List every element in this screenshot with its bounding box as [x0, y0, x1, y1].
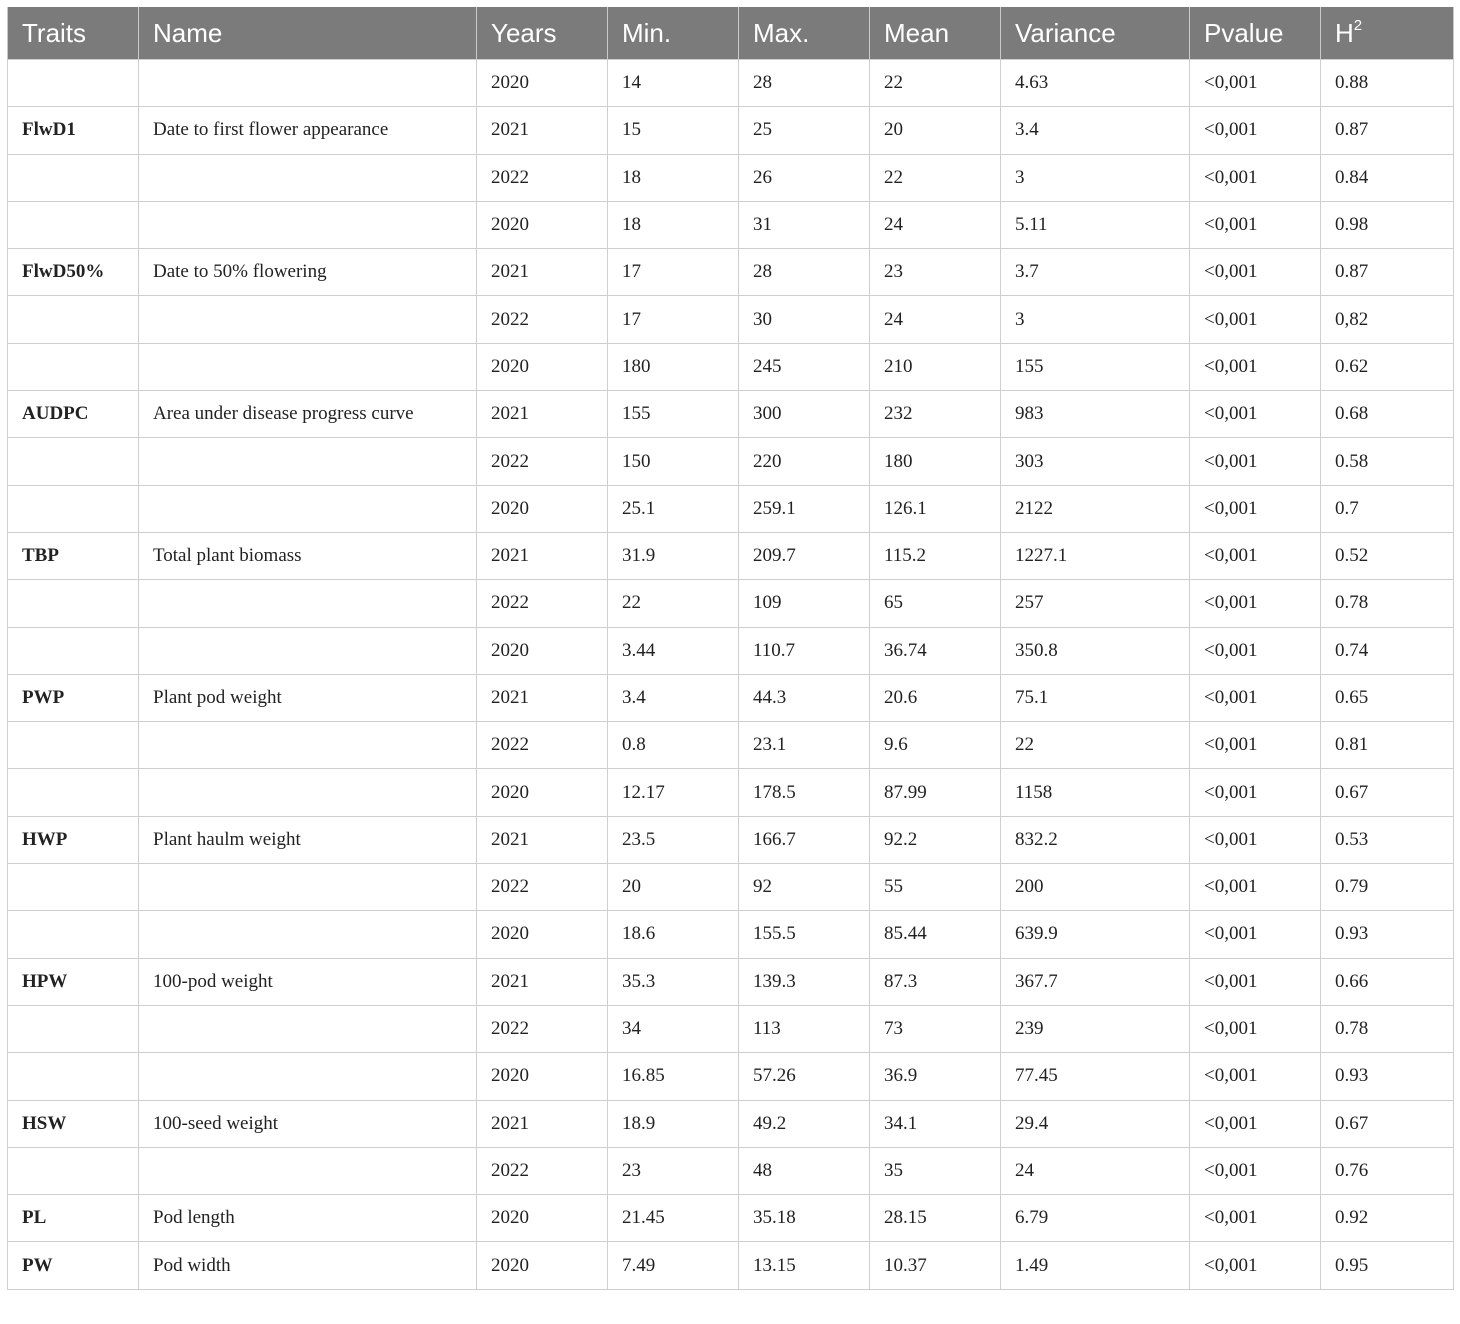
variance-cell: 22 [1001, 722, 1190, 769]
h2-cell: 0.93 [1321, 1053, 1454, 1100]
name-cell: Plant pod weight [139, 674, 477, 721]
table-header [8, 7, 1454, 60]
name-cell [139, 911, 477, 958]
min-cell: 22 [608, 580, 739, 627]
variance-cell: 155 [1001, 343, 1190, 390]
table-row [8, 722, 1454, 769]
h2-cell: 0.87 [1321, 107, 1454, 154]
table-row [8, 154, 1454, 201]
pvalue-cell: <0,001 [1190, 296, 1321, 343]
name-cell [139, 438, 477, 485]
min-cell: 17 [608, 296, 739, 343]
min-cell: 23.5 [608, 816, 739, 863]
traits-cell [8, 201, 139, 248]
traits-cell: PW [8, 1242, 139, 1289]
traits-cell [8, 1053, 139, 1100]
pvalue-cell: <0,001 [1190, 816, 1321, 863]
years-cell: 2020 [477, 60, 608, 107]
variance-cell: 24 [1001, 1147, 1190, 1194]
name-cell: 100-seed weight [139, 1100, 477, 1147]
table-row [8, 60, 1454, 107]
min-cell: 31.9 [608, 532, 739, 579]
years-cell: 2022 [477, 864, 608, 911]
variance-cell: 3 [1001, 296, 1190, 343]
h2-cell: 0.67 [1321, 769, 1454, 816]
traits-cell [8, 580, 139, 627]
max-cell: 57.26 [739, 1053, 870, 1100]
variance-cell: 2122 [1001, 485, 1190, 532]
pvalue-cell: <0,001 [1190, 580, 1321, 627]
pvalue-cell: <0,001 [1190, 1100, 1321, 1147]
h2-cell: 0.88 [1321, 60, 1454, 107]
years-cell: 2021 [477, 391, 608, 438]
years-cell: 2020 [477, 1053, 608, 1100]
min-cell: 18.9 [608, 1100, 739, 1147]
pvalue-cell: <0,001 [1190, 864, 1321, 911]
table-row [8, 864, 1454, 911]
traits-cell: TBP [8, 532, 139, 579]
name-cell [139, 201, 477, 248]
traits-cell: FlwD1 [8, 107, 139, 154]
mean-cell: 73 [870, 1005, 1001, 1052]
pvalue-cell: <0,001 [1190, 201, 1321, 248]
table-row [8, 296, 1454, 343]
min-cell: 3.44 [608, 627, 739, 674]
header-variance: Variance [1001, 7, 1190, 60]
max-cell: 109 [739, 580, 870, 627]
name-cell [139, 485, 477, 532]
header-max: Max. [739, 7, 870, 60]
mean-cell: 210 [870, 343, 1001, 390]
years-cell: 2020 [477, 1242, 608, 1289]
mean-cell: 28.15 [870, 1195, 1001, 1242]
name-cell: Plant haulm weight [139, 816, 477, 863]
traits-cell: AUDPC [8, 391, 139, 438]
years-cell: 2020 [477, 627, 608, 674]
max-cell: 259.1 [739, 485, 870, 532]
years-cell: 2020 [477, 769, 608, 816]
years-cell: 2020 [477, 201, 608, 248]
max-cell: 26 [739, 154, 870, 201]
years-cell: 2022 [477, 580, 608, 627]
min-cell: 15 [608, 107, 739, 154]
min-cell: 25.1 [608, 485, 739, 532]
variance-cell: 303 [1001, 438, 1190, 485]
min-cell: 12.17 [608, 769, 739, 816]
traits-cell: HPW [8, 958, 139, 1005]
years-cell: 2022 [477, 722, 608, 769]
h2-cell: 0.95 [1321, 1242, 1454, 1289]
years-cell: 2022 [477, 1147, 608, 1194]
name-cell [139, 864, 477, 911]
years-cell: 2022 [477, 1005, 608, 1052]
pvalue-cell: <0,001 [1190, 1053, 1321, 1100]
max-cell: 300 [739, 391, 870, 438]
h2-cell: 0.66 [1321, 958, 1454, 1005]
min-cell: 18 [608, 154, 739, 201]
mean-cell: 20.6 [870, 674, 1001, 721]
years-cell: 2020 [477, 343, 608, 390]
table-row [8, 1100, 1454, 1147]
min-cell: 155 [608, 391, 739, 438]
pvalue-cell: <0,001 [1190, 438, 1321, 485]
max-cell: 25 [739, 107, 870, 154]
max-cell: 44.3 [739, 674, 870, 721]
max-cell: 28 [739, 249, 870, 296]
table-row [8, 438, 1454, 485]
h2-cell: 0.53 [1321, 816, 1454, 863]
mean-cell: 85.44 [870, 911, 1001, 958]
pvalue-cell: <0,001 [1190, 485, 1321, 532]
h2-cell: 0.52 [1321, 532, 1454, 579]
min-cell: 16.85 [608, 1053, 739, 1100]
years-cell: 2021 [477, 532, 608, 579]
years-cell: 2022 [477, 438, 608, 485]
table-row [8, 107, 1454, 154]
mean-cell: 115.2 [870, 532, 1001, 579]
min-cell: 150 [608, 438, 739, 485]
variance-cell: 350.8 [1001, 627, 1190, 674]
max-cell: 178.5 [739, 769, 870, 816]
mean-cell: 10.37 [870, 1242, 1001, 1289]
name-cell: Date to first flower appearance [139, 107, 477, 154]
table-row [8, 958, 1454, 1005]
pvalue-cell: <0,001 [1190, 958, 1321, 1005]
max-cell: 49.2 [739, 1100, 870, 1147]
pvalue-cell: <0,001 [1190, 154, 1321, 201]
mean-cell: 24 [870, 201, 1001, 248]
pvalue-cell: <0,001 [1190, 532, 1321, 579]
table-row [8, 1005, 1454, 1052]
table-row [8, 1147, 1454, 1194]
name-cell: 100-pod weight [139, 958, 477, 1005]
traits-cell: FlwD50% [8, 249, 139, 296]
traits-cell [8, 296, 139, 343]
traits-cell [8, 769, 139, 816]
years-cell: 2020 [477, 911, 608, 958]
h2-cell: 0.78 [1321, 580, 1454, 627]
h2-cell: 0.58 [1321, 438, 1454, 485]
table-row [8, 485, 1454, 532]
variance-cell: 77.45 [1001, 1053, 1190, 1100]
name-cell [139, 1005, 477, 1052]
min-cell: 20 [608, 864, 739, 911]
pvalue-cell: <0,001 [1190, 391, 1321, 438]
table-body [8, 60, 1454, 1290]
h2-cell: 0.79 [1321, 864, 1454, 911]
mean-cell: 232 [870, 391, 1001, 438]
max-cell: 31 [739, 201, 870, 248]
min-cell: 0.8 [608, 722, 739, 769]
table-row [8, 201, 1454, 248]
name-cell [139, 60, 477, 107]
variance-cell: 239 [1001, 1005, 1190, 1052]
header-years: Years [477, 7, 608, 60]
h2-cell: 0.81 [1321, 722, 1454, 769]
years-cell: 2021 [477, 107, 608, 154]
table-row [8, 249, 1454, 296]
name-cell: Pod width [139, 1242, 477, 1289]
variance-cell: 1158 [1001, 769, 1190, 816]
header-min: Min. [608, 7, 739, 60]
min-cell: 7.49 [608, 1242, 739, 1289]
name-cell [139, 580, 477, 627]
h2-cell: 0.68 [1321, 391, 1454, 438]
years-cell: 2021 [477, 674, 608, 721]
min-cell: 23 [608, 1147, 739, 1194]
h2-cell: 0,82 [1321, 296, 1454, 343]
traits-cell: PWP [8, 674, 139, 721]
name-cell: Area under disease progress curve [139, 391, 477, 438]
years-cell: 2021 [477, 816, 608, 863]
header-h-label: H [1335, 17, 1354, 48]
mean-cell: 126.1 [870, 485, 1001, 532]
h2-cell: 0.87 [1321, 249, 1454, 296]
max-cell: 48 [739, 1147, 870, 1194]
table-row [8, 816, 1454, 863]
mean-cell: 22 [870, 60, 1001, 107]
years-cell: 2022 [477, 296, 608, 343]
traits-cell [8, 343, 139, 390]
name-cell [139, 1053, 477, 1100]
traits-cell [8, 1147, 139, 1194]
pvalue-cell: <0,001 [1190, 1242, 1321, 1289]
name-cell [139, 722, 477, 769]
max-cell: 209.7 [739, 532, 870, 579]
header-traits: Traits [8, 7, 139, 60]
min-cell: 3.4 [608, 674, 739, 721]
max-cell: 28 [739, 60, 870, 107]
table-row [8, 1195, 1454, 1242]
name-cell: Total plant biomass [139, 532, 477, 579]
min-cell: 18 [608, 201, 739, 248]
mean-cell: 87.3 [870, 958, 1001, 1005]
mean-cell: 65 [870, 580, 1001, 627]
name-cell [139, 1147, 477, 1194]
traits-cell: PL [8, 1195, 139, 1242]
min-cell: 17 [608, 249, 739, 296]
years-cell: 2020 [477, 1195, 608, 1242]
min-cell: 180 [608, 343, 739, 390]
traits-cell [8, 722, 139, 769]
min-cell: 35.3 [608, 958, 739, 1005]
pvalue-cell: <0,001 [1190, 343, 1321, 390]
h2-cell: 0.74 [1321, 627, 1454, 674]
years-cell: 2021 [477, 958, 608, 1005]
table-row [8, 343, 1454, 390]
variance-cell: 29.4 [1001, 1100, 1190, 1147]
pvalue-cell: <0,001 [1190, 627, 1321, 674]
h2-cell: 0.76 [1321, 1147, 1454, 1194]
traits-statistics-table [7, 7, 1454, 1290]
h2-cell: 0.65 [1321, 674, 1454, 721]
name-cell: Date to 50% flowering [139, 249, 477, 296]
traits-cell [8, 911, 139, 958]
table-row [8, 769, 1454, 816]
variance-cell: 367.7 [1001, 958, 1190, 1005]
pvalue-cell: <0,001 [1190, 911, 1321, 958]
name-cell [139, 343, 477, 390]
header-heritability [1321, 7, 1454, 60]
max-cell: 245 [739, 343, 870, 390]
table-row [8, 1242, 1454, 1289]
pvalue-cell: <0,001 [1190, 107, 1321, 154]
years-cell: 2022 [477, 154, 608, 201]
h2-cell: 0.62 [1321, 343, 1454, 390]
h2-cell: 0.92 [1321, 1195, 1454, 1242]
mean-cell: 20 [870, 107, 1001, 154]
traits-cell [8, 627, 139, 674]
header-pvalue: Pvalue [1190, 7, 1321, 60]
header-row [8, 7, 1454, 60]
h2-cell: 0.84 [1321, 154, 1454, 201]
mean-cell: 9.6 [870, 722, 1001, 769]
variance-cell: 3 [1001, 154, 1190, 201]
mean-cell: 34.1 [870, 1100, 1001, 1147]
max-cell: 110.7 [739, 627, 870, 674]
max-cell: 35.18 [739, 1195, 870, 1242]
max-cell: 30 [739, 296, 870, 343]
max-cell: 155.5 [739, 911, 870, 958]
pvalue-cell: <0,001 [1190, 1195, 1321, 1242]
header-name: Name [139, 7, 477, 60]
pvalue-cell: <0,001 [1190, 60, 1321, 107]
max-cell: 139.3 [739, 958, 870, 1005]
traits-cell [8, 60, 139, 107]
max-cell: 166.7 [739, 816, 870, 863]
table-row [8, 674, 1454, 721]
mean-cell: 22 [870, 154, 1001, 201]
header-h-superscript: 2 [1353, 16, 1363, 34]
traits-cell: HSW [8, 1100, 139, 1147]
traits-cell [8, 864, 139, 911]
variance-cell: 832.2 [1001, 816, 1190, 863]
traits-cell: HWP [8, 816, 139, 863]
table-row [8, 911, 1454, 958]
pvalue-cell: <0,001 [1190, 249, 1321, 296]
variance-cell: 3.7 [1001, 249, 1190, 296]
h2-cell: 0.78 [1321, 1005, 1454, 1052]
traits-cell [8, 438, 139, 485]
h2-cell: 0.67 [1321, 1100, 1454, 1147]
mean-cell: 35 [870, 1147, 1001, 1194]
variance-cell: 4.63 [1001, 60, 1190, 107]
table-row [8, 391, 1454, 438]
variance-cell: 1.49 [1001, 1242, 1190, 1289]
name-cell [139, 769, 477, 816]
mean-cell: 23 [870, 249, 1001, 296]
pvalue-cell: <0,001 [1190, 769, 1321, 816]
variance-cell: 6.79 [1001, 1195, 1190, 1242]
min-cell: 21.45 [608, 1195, 739, 1242]
max-cell: 220 [739, 438, 870, 485]
mean-cell: 180 [870, 438, 1001, 485]
variance-cell: 5.11 [1001, 201, 1190, 248]
variance-cell: 257 [1001, 580, 1190, 627]
h2-cell: 0.98 [1321, 201, 1454, 248]
name-cell [139, 296, 477, 343]
name-cell: Pod length [139, 1195, 477, 1242]
mean-cell: 24 [870, 296, 1001, 343]
max-cell: 23.1 [739, 722, 870, 769]
max-cell: 113 [739, 1005, 870, 1052]
variance-cell: 3.4 [1001, 107, 1190, 154]
years-cell: 2021 [477, 249, 608, 296]
variance-cell: 200 [1001, 864, 1190, 911]
pvalue-cell: <0,001 [1190, 1147, 1321, 1194]
name-cell [139, 154, 477, 201]
variance-cell: 983 [1001, 391, 1190, 438]
name-cell [139, 627, 477, 674]
variance-cell: 1227.1 [1001, 532, 1190, 579]
pvalue-cell: <0,001 [1190, 1005, 1321, 1052]
table-row [8, 532, 1454, 579]
mean-cell: 36.9 [870, 1053, 1001, 1100]
mean-cell: 55 [870, 864, 1001, 911]
years-cell: 2021 [477, 1100, 608, 1147]
table-row [8, 1053, 1454, 1100]
mean-cell: 36.74 [870, 627, 1001, 674]
min-cell: 18.6 [608, 911, 739, 958]
mean-cell: 87.99 [870, 769, 1001, 816]
max-cell: 92 [739, 864, 870, 911]
min-cell: 34 [608, 1005, 739, 1052]
table-row [8, 580, 1454, 627]
table-row [8, 627, 1454, 674]
traits-cell [8, 485, 139, 532]
h2-cell: 0.93 [1321, 911, 1454, 958]
h2-cell: 0.7 [1321, 485, 1454, 532]
mean-cell: 92.2 [870, 816, 1001, 863]
min-cell: 14 [608, 60, 739, 107]
pvalue-cell: <0,001 [1190, 722, 1321, 769]
pvalue-cell: <0,001 [1190, 674, 1321, 721]
max-cell: 13.15 [739, 1242, 870, 1289]
traits-cell [8, 154, 139, 201]
variance-cell: 75.1 [1001, 674, 1190, 721]
traits-cell [8, 1005, 139, 1052]
variance-cell: 639.9 [1001, 911, 1190, 958]
years-cell: 2020 [477, 485, 608, 532]
header-mean: Mean [870, 7, 1001, 60]
